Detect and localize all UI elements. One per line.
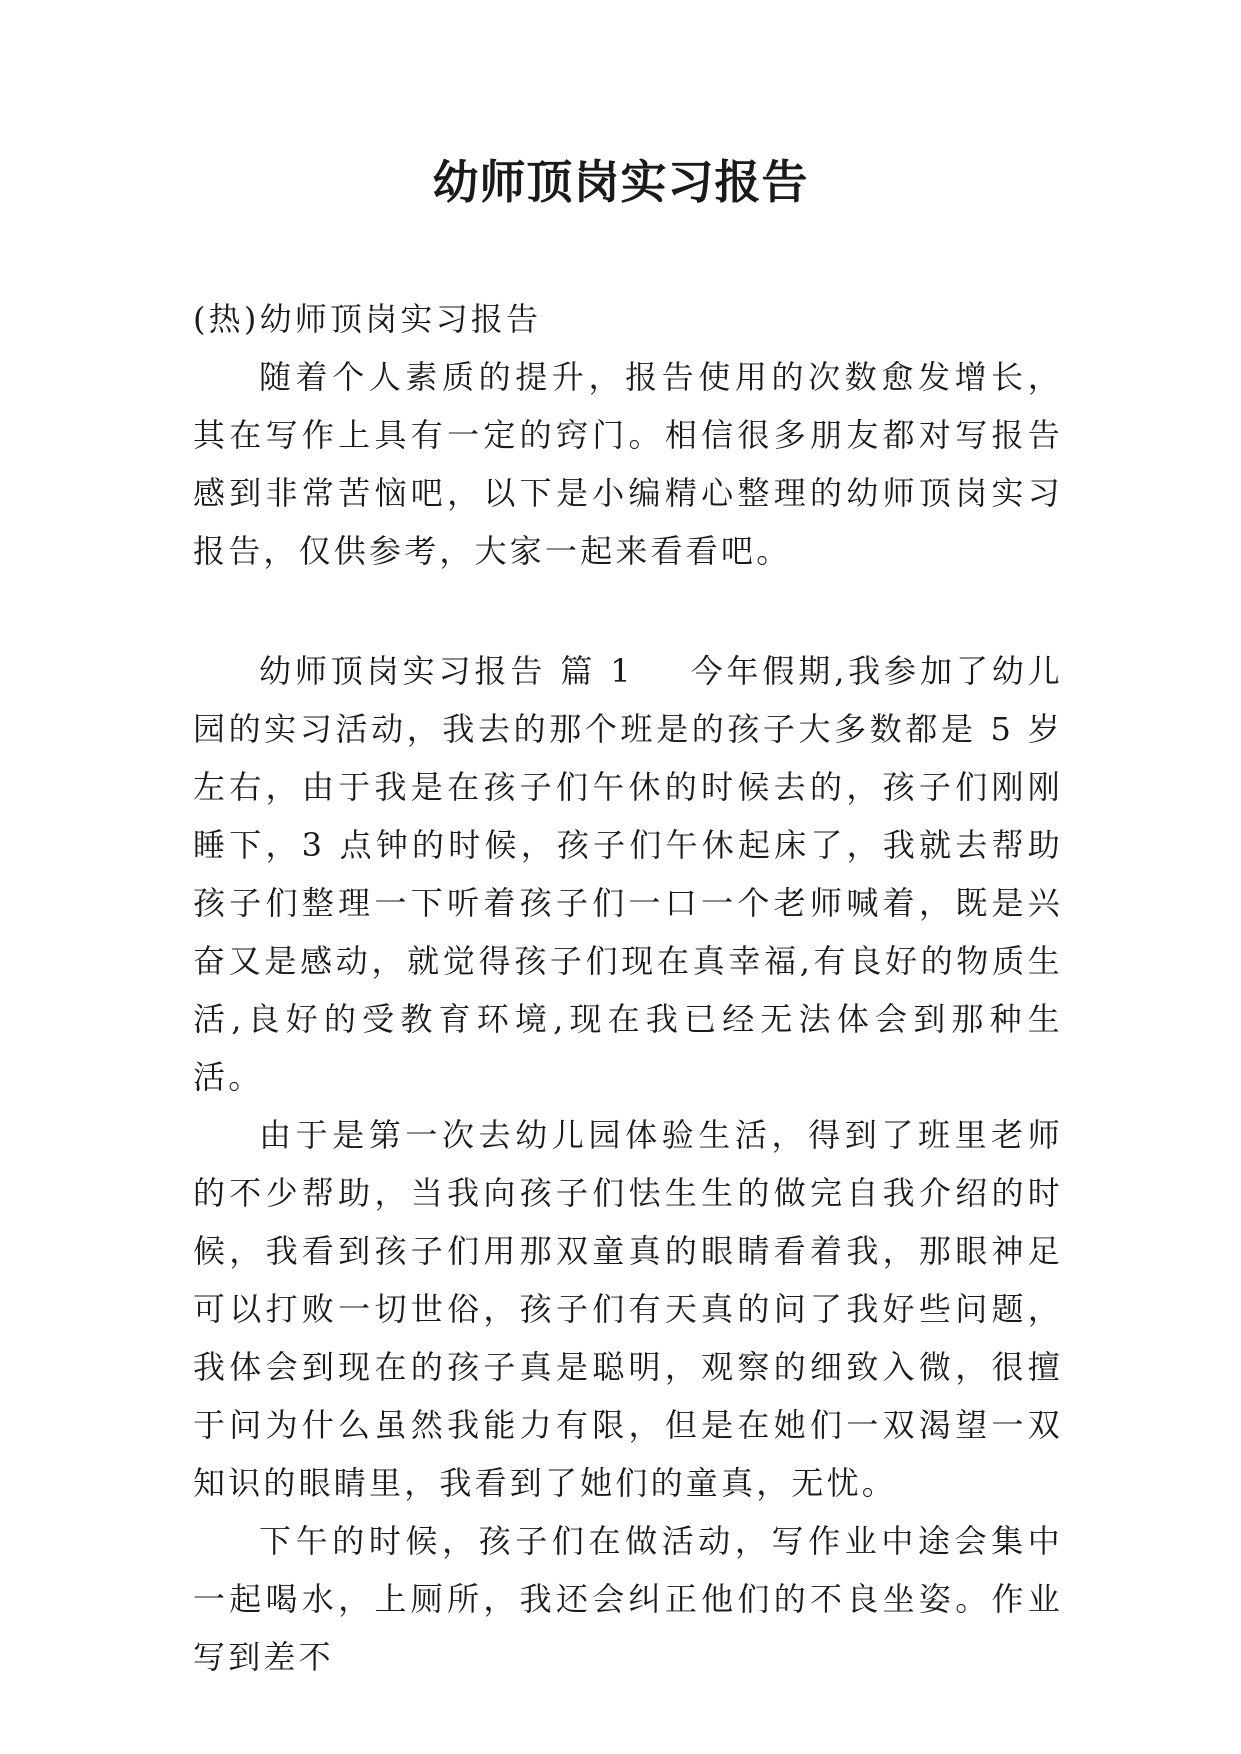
section1-heading: 幼师顶岗实习报告 篇 1 [259, 652, 634, 690]
intro-paragraph: 随着个人素质的提升，报告使用的次数愈发增长，其在写作上具有一定的窍门。相信很多朋友都对写报告感到非常苦恼吧，以下是小编精心整理的幼师顶岗实习报告，仅供参考，大家一起来看看吧。 [193, 358, 1063, 570]
section1-paragraph-2: 由于是第一次去幼儿园体验生活，得到了班里老师的不少帮助，当我向孩子们怯生生的做完自我介绍的时候，我看到孩子们用那双童真的眼睛看着我，那眼神足可以打败一切世俗，孩子们有天真的问了我好些问题，我体会到现在的孩子真是聪明，观察的细致入微，很擅于问为什么虽然我能力有限，但是在她们一双渴望一双知识的眼睛里，我看到了她们的童真，无忧。 [193, 1116, 1063, 1502]
document-title: 幼师顶岗实习报告 [432, 155, 809, 209]
section1-paragraph-3: 下午的时候，孩子们在做活动，写作业中途会集中一起喝水，上厕所，我还会纠正他们的不良坐姿。作业写到差不 [193, 1522, 1063, 1676]
section1-paragraph-1 [193, 642, 1063, 1106]
document-body [193, 290, 1063, 1686]
document-subtitle: (热)幼师顶岗实习报告 [193, 300, 542, 338]
section1-paragraph-1-text: 今年假期,我参加了幼儿园的实习活动，我去的那个班是的孩子大多数都是 5 岁左右，由于我是在孩子们午休的时候去的，孩子们刚刚睡下，3 点钟的时候，孩子们午休起床了，我就去帮助孩子们整理一下听着孩子们一口一个老师喊着，既是兴奋又是感动，就觉得孩子们现在真幸福,有良好的物质生活,良好的受教育环境,现在我已经无法体会到那种生活。 [193, 652, 1064, 1096]
paragraph-gap [193, 580, 1063, 642]
